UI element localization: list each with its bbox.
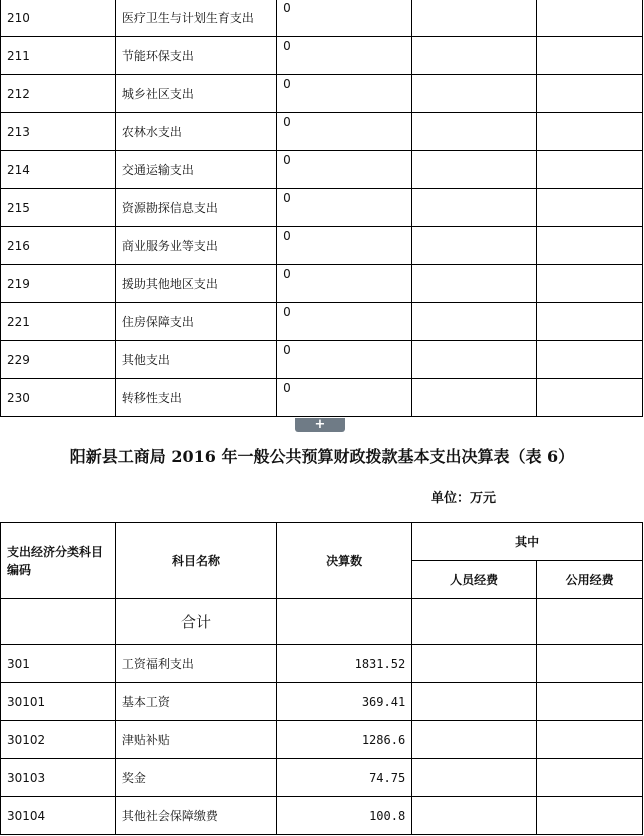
row-amount: 369.41 bbox=[277, 683, 412, 721]
header-public: 公用经费 bbox=[537, 561, 643, 599]
row-empty-cell bbox=[412, 341, 537, 379]
row-empty-cell bbox=[412, 227, 537, 265]
row-personnel-cell bbox=[412, 645, 537, 683]
table-row bbox=[1, 341, 643, 379]
table-row bbox=[1, 0, 643, 37]
row-name: 医疗卫生与计划生育支出 bbox=[115, 0, 276, 37]
row-public-cell bbox=[537, 683, 643, 721]
row-code: 221 bbox=[1, 303, 116, 341]
row-personnel-cell bbox=[412, 721, 537, 759]
row-personnel-cell bbox=[412, 759, 537, 797]
table-row bbox=[1, 37, 643, 75]
prior-expenditure-table bbox=[0, 0, 643, 417]
row-code: 30104 bbox=[1, 797, 116, 835]
row-code: 30102 bbox=[1, 721, 116, 759]
row-empty-cell bbox=[412, 265, 537, 303]
row-personnel-cell bbox=[412, 683, 537, 721]
table-row bbox=[1, 75, 643, 113]
row-empty-cell bbox=[537, 75, 643, 113]
header-personnel: 人员经费 bbox=[412, 561, 537, 599]
row-value: 0 bbox=[277, 0, 412, 37]
row-name: 资源勘探信息支出 bbox=[115, 189, 276, 227]
row-public-cell bbox=[537, 759, 643, 797]
row-value: 0 bbox=[277, 341, 412, 379]
row-name: 转移性支出 bbox=[115, 379, 276, 417]
row-value: 0 bbox=[277, 379, 412, 417]
row-empty-cell bbox=[412, 37, 537, 75]
row-empty-cell bbox=[537, 227, 643, 265]
header-row-1 bbox=[1, 523, 643, 561]
row-code: 212 bbox=[1, 75, 116, 113]
row-empty-cell bbox=[537, 303, 643, 341]
row-name: 农林水支出 bbox=[115, 113, 276, 151]
header-name: 科目名称 bbox=[115, 523, 276, 599]
row-public-cell bbox=[537, 797, 643, 835]
expand-toggle-button[interactable] bbox=[295, 418, 345, 432]
row-empty-cell bbox=[412, 113, 537, 151]
row-value: 0 bbox=[277, 303, 412, 341]
table-row bbox=[1, 189, 643, 227]
row-empty-cell bbox=[537, 37, 643, 75]
row-empty-cell bbox=[412, 151, 537, 189]
row-value: 0 bbox=[277, 227, 412, 265]
table-row bbox=[1, 645, 643, 683]
table-row bbox=[1, 303, 643, 341]
header-code bbox=[1, 523, 116, 599]
row-empty-cell bbox=[537, 113, 643, 151]
basic-expenditure-table bbox=[0, 522, 643, 835]
table-row bbox=[1, 227, 643, 265]
row-empty-cell bbox=[537, 341, 643, 379]
row-name: 奖金 bbox=[115, 759, 276, 797]
table-row bbox=[1, 379, 643, 417]
row-value: 0 bbox=[277, 113, 412, 151]
row-name: 津贴补贴 bbox=[115, 721, 276, 759]
row-value: 0 bbox=[277, 265, 412, 303]
row-code: 301 bbox=[1, 645, 116, 683]
row-public-cell bbox=[537, 645, 643, 683]
header-code-line2: 编码 bbox=[7, 562, 32, 577]
row-empty-cell bbox=[537, 265, 643, 303]
total-public-cell bbox=[537, 599, 643, 645]
row-empty-cell bbox=[412, 303, 537, 341]
table-row bbox=[1, 265, 643, 303]
row-name: 援助其他地区支出 bbox=[115, 265, 276, 303]
row-empty-cell bbox=[537, 0, 643, 37]
row-empty-cell bbox=[412, 0, 537, 37]
unit-label: 单位：万元 bbox=[431, 491, 497, 506]
row-name: 节能环保支出 bbox=[115, 37, 276, 75]
row-empty-cell bbox=[537, 189, 643, 227]
table-row bbox=[1, 113, 643, 151]
row-value: 0 bbox=[277, 151, 412, 189]
row-amount: 100.8 bbox=[277, 797, 412, 835]
table-row bbox=[1, 797, 643, 835]
row-code: 230 bbox=[1, 379, 116, 417]
row-code: 211 bbox=[1, 37, 116, 75]
row-name: 工资福利支出 bbox=[115, 645, 276, 683]
row-code: 213 bbox=[1, 113, 116, 151]
table-row bbox=[1, 721, 643, 759]
table-row bbox=[1, 151, 643, 189]
row-code: 216 bbox=[1, 227, 116, 265]
table-row bbox=[1, 759, 643, 797]
row-code: 215 bbox=[1, 189, 116, 227]
row-code: 30101 bbox=[1, 683, 116, 721]
document-title: 阳新县工商局 2016 年一般公共预算财政拨款基本支出决算表（表 6） bbox=[69, 447, 575, 466]
prior-expenditure-body bbox=[1, 0, 643, 417]
row-name: 住房保障支出 bbox=[115, 303, 276, 341]
total-personnel-cell bbox=[412, 599, 537, 645]
row-empty-cell bbox=[412, 75, 537, 113]
row-value: 0 bbox=[277, 75, 412, 113]
row-code: 229 bbox=[1, 341, 116, 379]
total-code-cell bbox=[1, 599, 116, 645]
row-name: 商业服务业等支出 bbox=[115, 227, 276, 265]
row-code: 210 bbox=[1, 0, 116, 37]
row-amount: 74.75 bbox=[277, 759, 412, 797]
plus-icon[interactable]: + bbox=[314, 417, 326, 432]
table-row bbox=[1, 683, 643, 721]
total-row bbox=[1, 599, 643, 645]
row-empty-cell bbox=[412, 379, 537, 417]
row-amount: 1286.6 bbox=[277, 721, 412, 759]
header-of-which: 其中 bbox=[412, 523, 643, 561]
header-code-line1: 支出经济分类科目 bbox=[7, 544, 104, 559]
basic-expenditure-body bbox=[1, 523, 643, 835]
row-name: 交通运输支出 bbox=[115, 151, 276, 189]
total-label: 合计 bbox=[115, 599, 276, 645]
row-empty-cell bbox=[537, 151, 643, 189]
row-public-cell bbox=[537, 721, 643, 759]
row-empty-cell bbox=[537, 379, 643, 417]
row-amount: 1831.52 bbox=[277, 645, 412, 683]
row-name: 城乡社区支出 bbox=[115, 75, 276, 113]
row-code: 30103 bbox=[1, 759, 116, 797]
row-value: 0 bbox=[277, 37, 412, 75]
row-name: 其他支出 bbox=[115, 341, 276, 379]
row-code: 214 bbox=[1, 151, 116, 189]
row-name: 其他社会保障缴费 bbox=[115, 797, 276, 835]
row-code: 219 bbox=[1, 265, 116, 303]
row-personnel-cell bbox=[412, 797, 537, 835]
row-value: 0 bbox=[277, 189, 412, 227]
row-empty-cell bbox=[412, 189, 537, 227]
header-amount: 决算数 bbox=[277, 523, 412, 599]
row-name: 基本工资 bbox=[115, 683, 276, 721]
total-amount-cell bbox=[277, 599, 412, 645]
